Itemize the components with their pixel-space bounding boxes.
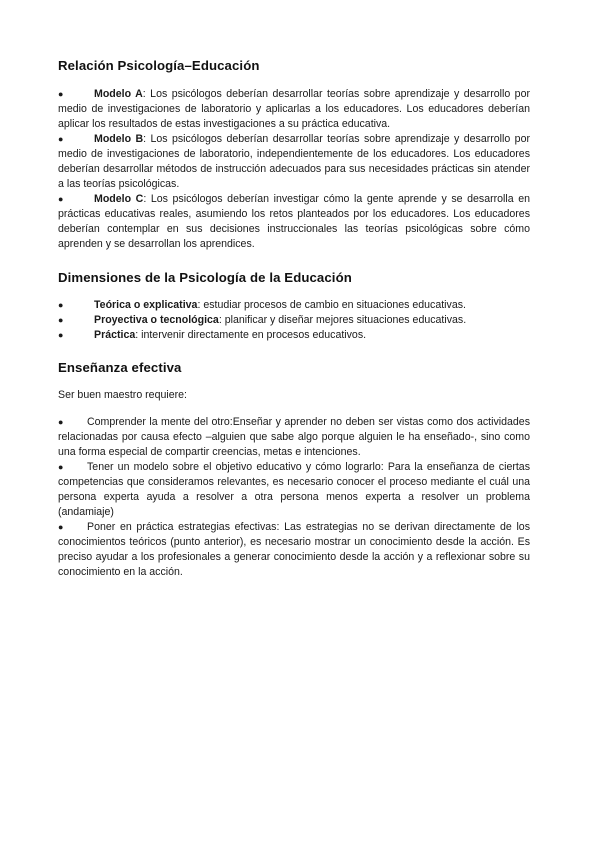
item-label: Modelo A [94,88,143,100]
list-item-modelo-objetivo [58,460,530,520]
list-item-modelo-b [58,132,530,192]
dimensions-list [58,298,530,343]
bullet-icon: ● [58,315,64,325]
section-title-dimensiones: Dimensiones de la Psicología de la Educación [58,270,352,285]
bullet-icon: ● [58,522,64,532]
bullet-icon: ● [58,134,64,144]
section-title-ensenanza: Enseñanza efectiva [58,360,182,375]
models-list [58,87,530,252]
item-text: : estudiar procesos de cambio en situaciones educativas. [197,299,466,311]
list-item-estrategias [58,520,530,580]
list-item-comprender [58,415,530,460]
bullet-icon: ● [58,300,64,310]
document-page [58,58,530,580]
item-text: : Los psicólogos deberían desarrollar teorías sobre aprendizaje y desarrollo por medio de investigaciones de laboratorio y aplicarlas a los educadores. Los educadores deberían aplicar los resultados de estas investigaciones a su práctica educativa. [58,88,530,130]
item-label: Modelo B [94,133,144,145]
bullet-icon: ● [58,330,64,340]
item-label: Proyectiva o tecnológica [94,314,219,326]
item-text: Comprender la mente del otro:Enseñar y aprender no deben ser vistas como dos actividades relacionadas por causa efecto –alguien que sabe algo porque alguien le ha enseñado-, sino como una forma especial de compartir creencias, metas e intenciones. [58,416,530,458]
item-text: Poner en práctica estrategias efectivas: Las estrategias no se derivan directamente de los conocimientos teóricos (punto anterior), es necesario mostrar un conocimiento desde la acción. Es preciso ayudar a los profesionales a generar conocimiento desde la acción y a reflexionar sobre su conocimiento en la acción. [58,521,530,578]
ensenanza-list [58,415,530,580]
bullet-icon: ● [58,417,64,427]
item-label: Teórica o explicativa [94,299,198,311]
item-text: Tener un modelo sobre el objetivo educativo y cómo lograrlo: Para la enseñanza de ciertas competencias que consideramos relevantes, es necesario conocer el proceso mediante el cuál una persona experta ayuda a resolver a otra persona menos experta a resolver un problema (andamiaje) [58,461,530,518]
item-label: Práctica [94,329,136,341]
item-text: : planificar y diseñar mejores situaciones educativas. [218,314,467,326]
section-title-relacion: Relación Psicología–Educación [58,58,260,73]
bullet-icon: ● [58,89,64,99]
item-text: : intervenir directamente en procesos educativos. [135,329,367,341]
list-item-teorica [58,298,530,313]
item-text: : Los psicólogos deberían investigar cómo la gente aprende y se desarrolla en prácticas educativas reales, asumiendo los retos planteados por los educadores. Los educadores deberían contemplar en sus decisiones instruccionales las teorías psicológicas sobre cómo aprenden y se desarrollan los aprendices. [58,193,531,250]
bullet-icon: ● [58,462,64,472]
list-item-modelo-c [58,192,530,252]
item-text: : Los psicólogos deberían desarrollar teorías sobre aprendizaje y desarrollo por medio de investigaciones de laboratorio, independientemente de los educadores. Los educadores deberían desarrollar métodos de instrucción adecuados para sus necesidades prácticas sin atender a las teorías psicológicas. [58,133,530,190]
bullet-icon: ● [58,194,64,204]
list-item-practica [58,328,530,343]
list-item-proyectiva [58,313,530,328]
item-label: Modelo C [94,193,144,205]
list-item-modelo-a [58,87,530,132]
intro-paragraph: Ser buen maestro requiere: [58,389,187,401]
